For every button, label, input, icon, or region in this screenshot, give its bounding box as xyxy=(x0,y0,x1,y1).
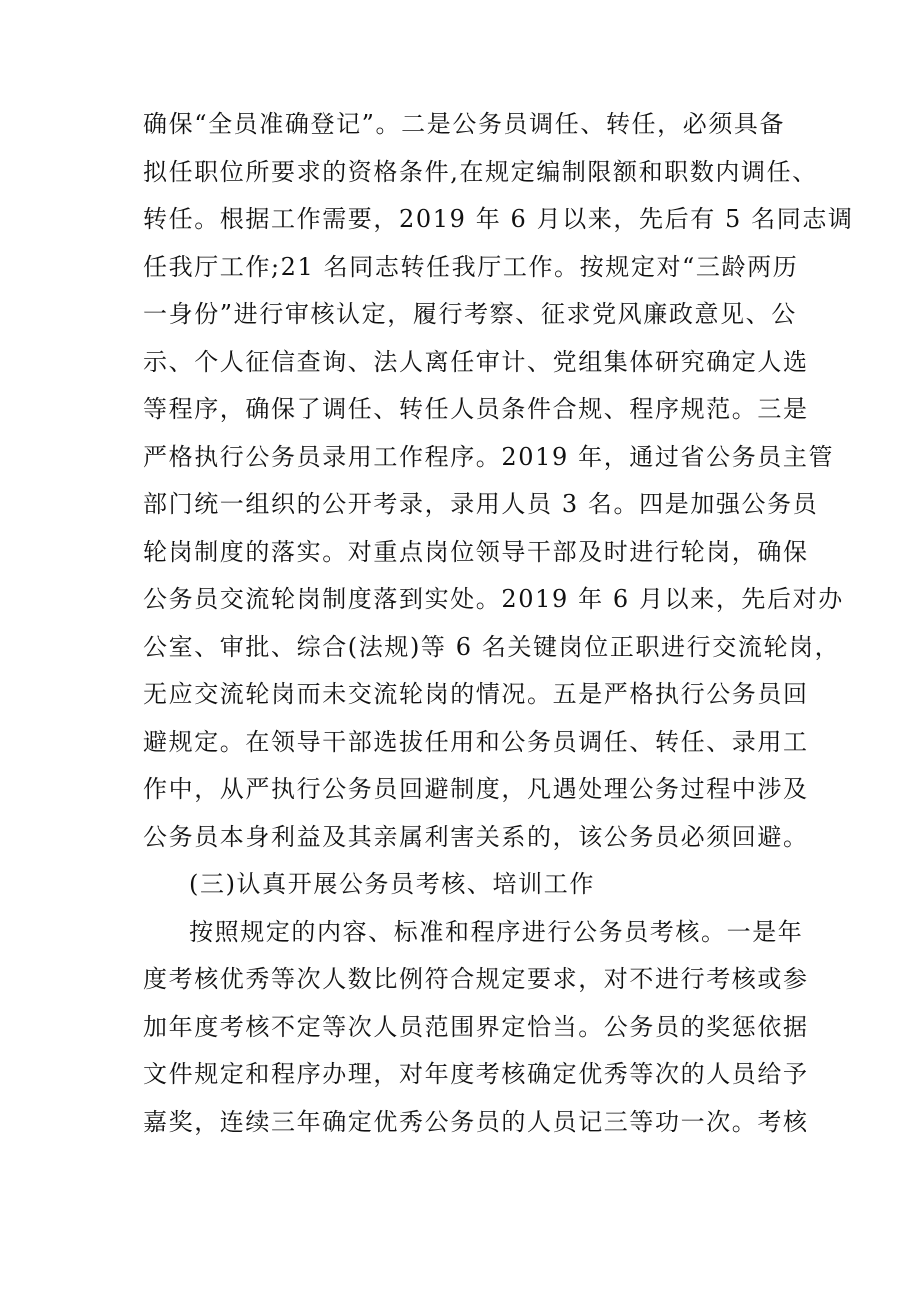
text-line: 轮岗制度的落实。对重点岗位领导干部及时进行轮岗，确保 xyxy=(143,537,809,566)
text-line: 按照规定的内容、标准和程序进行公务员考核。一是年 xyxy=(189,917,804,946)
text-line: 作中，从严执行公务员回避制度，凡遇处理公务过程中涉及 xyxy=(143,775,809,803)
text-line: 公室、审批、综合(法规)等 6 名关键岗位正职进行交流轮岗， xyxy=(143,632,841,661)
text-line: 嘉奖，连续三年确定优秀公务员的人员记三等功一次。考核 xyxy=(143,1107,809,1136)
text-line: 拟任职位所要求的资格条件,在规定编制限额和职数内调任、 xyxy=(143,157,818,186)
text-line: 文件规定和程序办理，对年度考核确定优秀等次的人员给予 xyxy=(143,1060,809,1088)
text-line: 加年度考核不定等次人员范围界定恰当。公务员的奖惩依据 xyxy=(143,1012,809,1041)
text-line: 转任。根据工作需要，2019 年 6 月以来，先后有 5 名同志调 xyxy=(143,205,854,233)
text-line: 示、个人征信查询、法人离任审计、党组集体研究确定人选 xyxy=(143,347,809,376)
text-line: 严格执行公务员录用工作程序。2019 年，通过省公务员主管 xyxy=(143,442,835,471)
text-line: 度考核优秀等次人数比例符合规定要求，对不进行考核或参 xyxy=(143,965,809,993)
text-line: 部门统一组织的公开考录，录用人员 3 名。四是加强公务员 xyxy=(143,490,819,518)
text-line: 公务员交流轮岗制度落到实处。2019 年 6 月以来，先后对办 xyxy=(143,585,844,613)
text-line: 避规定。在领导干部选拔任用和公务员调任、转任、录用工 xyxy=(143,727,809,756)
text-line: 无应交流轮岗而未交流轮岗的情况。五是严格执行公务员回 xyxy=(143,680,809,708)
text-line: 一身份”进行审核认定，履行考察、征求党风廉政意见、公 xyxy=(143,300,797,328)
text-line: 确保“全员准确登记”。二是公务员调任、转任，必须具备 xyxy=(143,110,786,138)
document-body xyxy=(143,101,854,1146)
text-line: 公务员本身利益及其亲属利害关系的，该公务员必须回避。 xyxy=(143,822,809,851)
text-line: 等程序，确保了调任、转任人员条件合规、程序规范。三是 xyxy=(143,395,809,423)
text-line: 任我厅工作;21 名同志转任我厅工作。按规定对“三龄两历 xyxy=(143,252,799,281)
section-heading: (三)认真开展公务员考核、培训工作 xyxy=(189,870,595,898)
